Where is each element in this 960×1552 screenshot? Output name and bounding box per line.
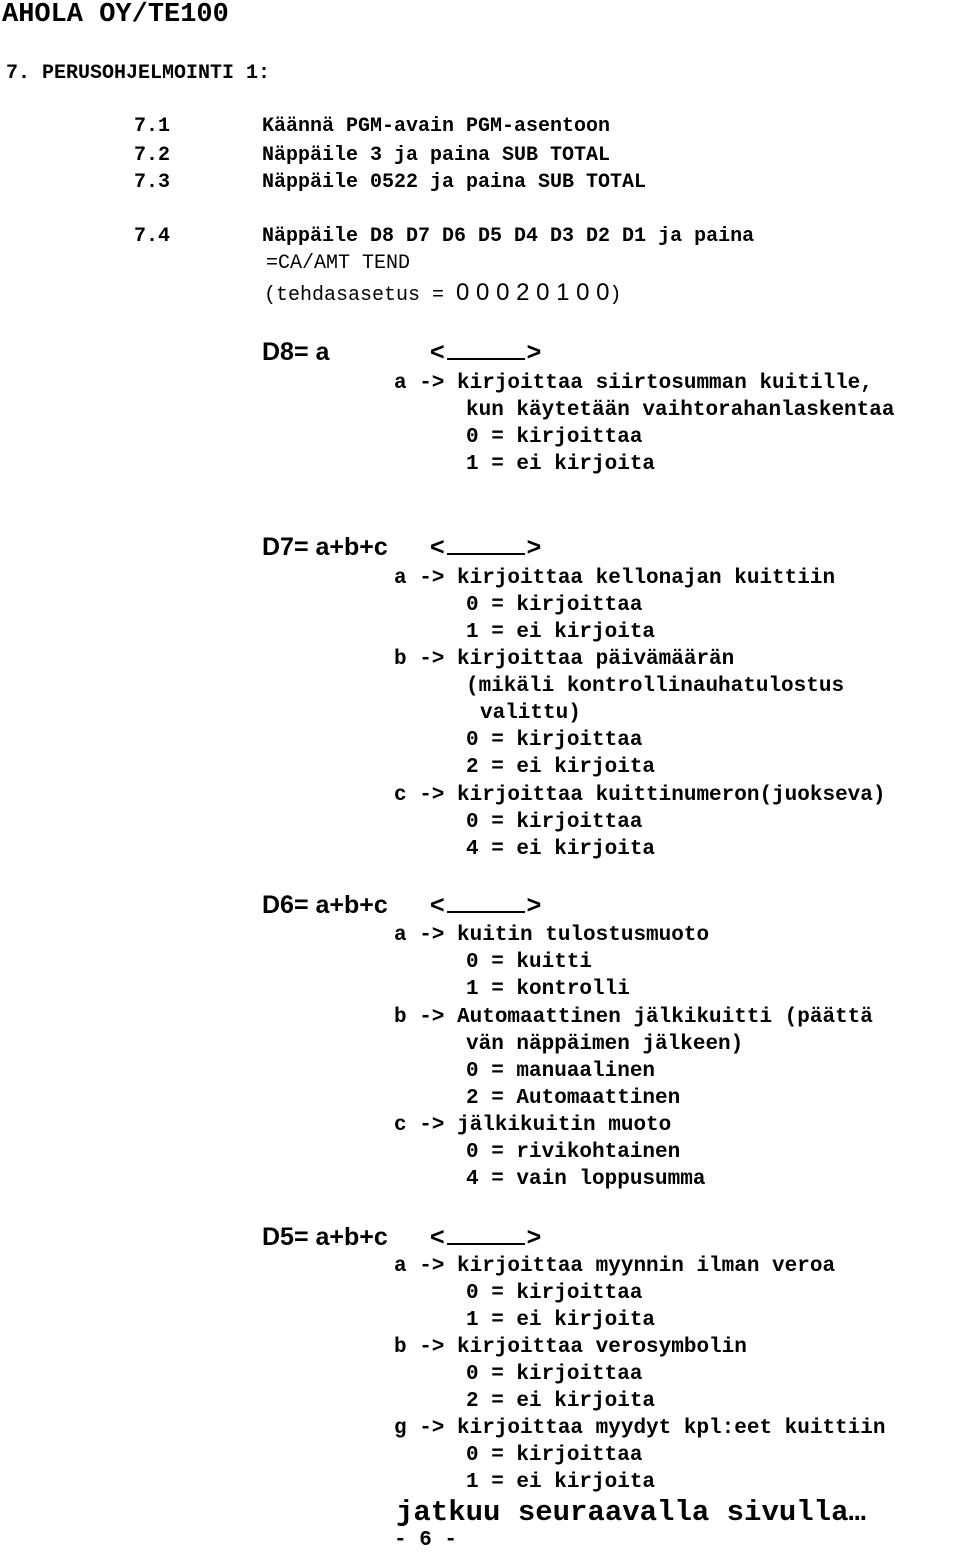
- d5-line: b -> kirjoittaa verosymbolin: [394, 1336, 747, 1359]
- d6-value-blank: [430, 893, 541, 918]
- d5-line: 1 = ei kirjoita: [466, 1471, 656, 1494]
- step-continuation: =CA/AMT TEND: [266, 252, 411, 275]
- d8-line: a -> kirjoittaa siirtosumman kuitille,: [394, 372, 873, 395]
- d6-line: 2 = Automaattinen: [466, 1087, 681, 1110]
- d7-value-blank: [430, 535, 541, 560]
- d5-line: 0 = kirjoittaa: [466, 1282, 643, 1305]
- d7-line: 4 = ei kirjoita: [466, 838, 656, 861]
- d7-line: 2 = ei kirjoita: [466, 756, 656, 779]
- d8-line: 0 = kirjoittaa: [466, 426, 643, 449]
- step-text: Käännä PGM-avain PGM-asentoon: [262, 115, 611, 138]
- d6-line: 4 = vain loppusumma: [466, 1168, 706, 1191]
- d6-line: c -> jälkikuitin muoto: [394, 1114, 672, 1137]
- step-number: 7.4: [134, 225, 171, 248]
- d7-close-bracket: >: [526, 533, 542, 561]
- step-text: Näppäile 3 ja paina SUB TOTAL: [262, 144, 611, 167]
- d7-line: c -> kirjoittaa kuittinumeron(juokseva): [394, 784, 886, 807]
- factory-setting-prefix: (tehdasasetus =: [264, 284, 457, 307]
- continue-note: jatkuu seuraavalla sivulla…: [396, 1496, 866, 1529]
- d8-open-bracket: <: [430, 338, 445, 366]
- d5-open-bracket: <: [430, 1223, 445, 1251]
- d5-label: D5= a+b+c: [262, 1223, 388, 1251]
- factory-setting-suffix: ): [609, 284, 622, 307]
- d5-value-blank: [430, 1225, 541, 1250]
- d5-line: 0 = kirjoittaa: [466, 1363, 643, 1386]
- d7-line: 0 = kirjoittaa: [466, 811, 643, 834]
- d8-line: 1 = ei kirjoita: [466, 453, 656, 476]
- d7-line: a -> kirjoittaa kellonajan kuittiin: [394, 567, 836, 590]
- d7-line: b -> kirjoittaa päivämäärän: [394, 648, 735, 671]
- d5-line: a -> kirjoittaa myynnin ilman veroa: [394, 1255, 836, 1278]
- d7-line: 1 = ei kirjoita: [466, 621, 656, 644]
- d6-line: 0 = rivikohtainen: [466, 1141, 681, 1164]
- d5-line: 2 = ei kirjoita: [466, 1390, 656, 1413]
- step-number: 7.3: [134, 171, 171, 194]
- d5-line: 1 = ei kirjoita: [466, 1309, 656, 1332]
- d6-line: vän näppäimen jälkeen): [466, 1033, 744, 1056]
- d6-open-bracket: <: [430, 891, 445, 919]
- factory-setting-value: 0 0 0 2 0 1 0 0: [456, 279, 610, 306]
- document-title: AHOLA OY/TE100: [2, 0, 229, 30]
- d8-blank-line: [447, 340, 525, 360]
- d6-blank-line: [447, 893, 525, 913]
- d7-line: (mikäli kontrollinauhatulostus: [466, 675, 845, 698]
- step-number: 7.1: [134, 115, 171, 138]
- d7-open-bracket: <: [430, 533, 445, 561]
- d7-label: D7= a+b+c: [262, 533, 388, 561]
- d8-value-blank: [430, 340, 541, 365]
- step-text: Näppäile D8 D7 D6 D5 D4 D3 D2 D1 ja paina: [262, 225, 755, 248]
- d5-blank-line: [447, 1225, 525, 1245]
- d6-line: 0 = kuitti: [466, 951, 593, 974]
- d7-line: 0 = kirjoittaa: [466, 729, 643, 752]
- d5-close-bracket: >: [526, 1223, 542, 1251]
- step-text: Näppäile 0522 ja paina SUB TOTAL: [262, 171, 647, 194]
- factory-setting: [264, 281, 622, 306]
- d6-line: b -> Automaattinen jälkikuitti (päättä: [394, 1006, 873, 1029]
- d5-line: 0 = kirjoittaa: [466, 1444, 643, 1467]
- section-heading: 7. PERUSOHJELMOINTI 1:: [6, 62, 271, 85]
- d7-blank-line: [447, 535, 525, 555]
- d5-line: g -> kirjoittaa myydyt kpl:eet kuittiin: [394, 1417, 886, 1440]
- d7-line: 0 = kirjoittaa: [466, 594, 643, 617]
- d6-line: 0 = manuaalinen: [466, 1060, 656, 1083]
- d8-close-bracket: >: [526, 338, 542, 366]
- d6-line: a -> kuitin tulostusmuoto: [394, 924, 710, 947]
- d7-line: valittu): [480, 702, 581, 725]
- d8-label: D8= a: [262, 338, 330, 366]
- d6-line: 1 = kontrolli: [466, 978, 630, 1001]
- page-number: - 6 -: [394, 1529, 458, 1552]
- step-number: 7.2: [134, 144, 171, 167]
- d8-line: kun käytetään vaihtorahanlaskentaa: [466, 399, 895, 422]
- d6-label: D6= a+b+c: [262, 891, 388, 919]
- d6-close-bracket: >: [526, 891, 542, 919]
